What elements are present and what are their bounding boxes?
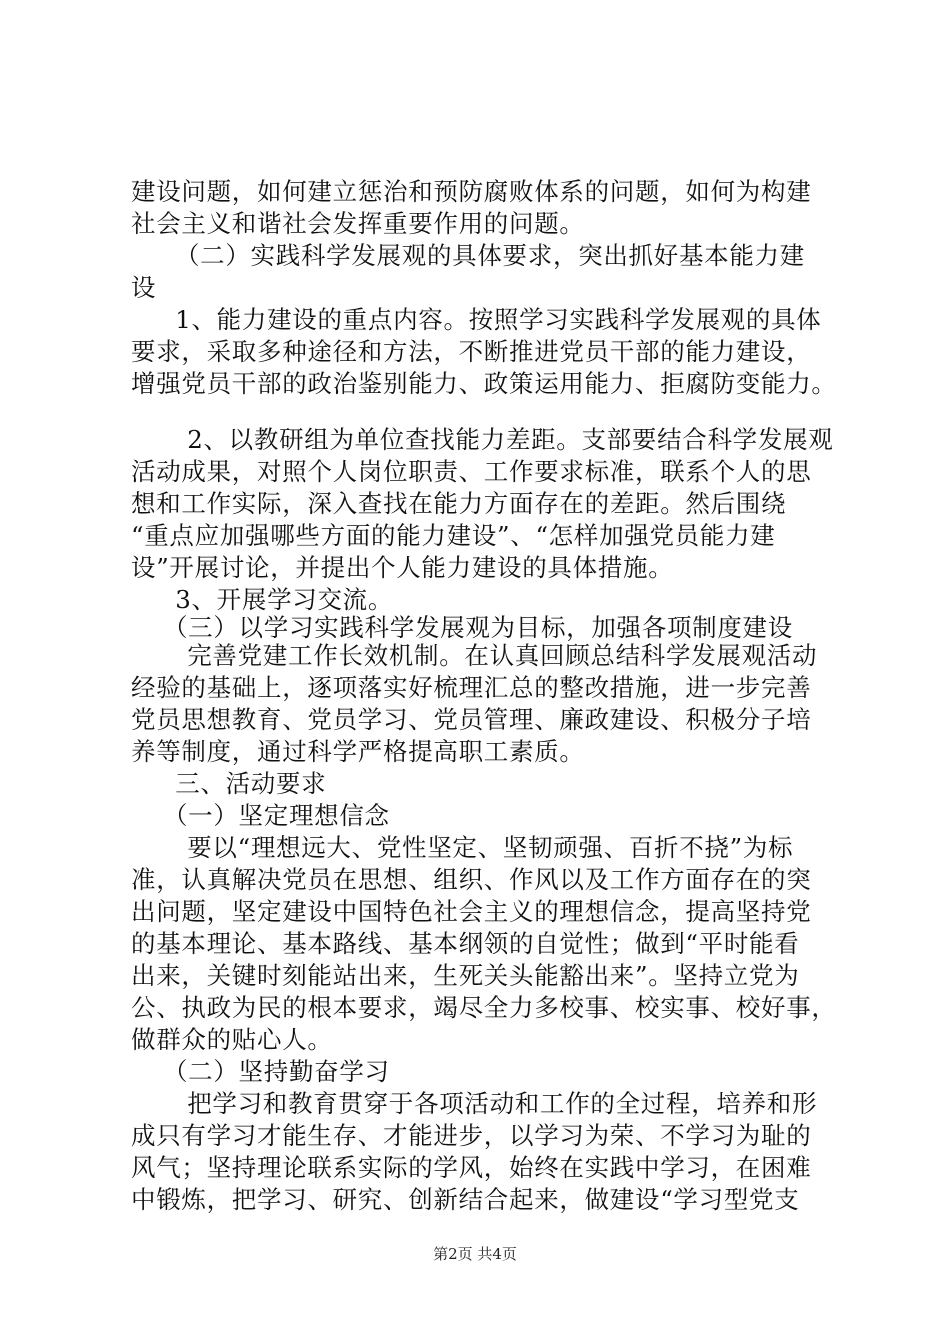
- section-heading: 三、活动要求: [150, 769, 327, 798]
- body-text-line: 1、能力建设的重点内容。按照学习实践科学发展观的具体: [150, 305, 822, 334]
- body-text-line: 要以“理想远大、党性坚定、坚韧顽强、百折不挠”为标: [162, 833, 794, 862]
- body-text-line: 增强党员干部的政治鉴别能力、政策运用能力、拒腐防变能力。: [131, 369, 837, 398]
- body-text-line: 准，认真解决党员在思想、组织、作风以及工作方面存在的突: [131, 865, 812, 894]
- body-text-line: 活动成果，对照个人岗位职责、工作要求标准，联系个人的思: [131, 457, 812, 486]
- body-text-line: 3、开展学习交流。: [150, 585, 394, 614]
- body-text-line: 经验的基础上，逐项落实好梳理汇总的整改措施，进一步完善: [131, 673, 812, 702]
- body-text-line: 党员思想教育、党员学习、党员管理、廉政建设、积极分子培: [131, 705, 812, 734]
- body-text-line: 公、执政为民的根本要求，竭尽全力多校事、校实事、校好事，: [131, 993, 837, 1022]
- section-heading: （一）坚定理想信念: [150, 801, 390, 830]
- body-text-line: 把学习和教育贯穿于各项活动和工作的全过程，培养和形: [162, 1089, 818, 1118]
- page-number-footer: 第2页 共4页: [433, 1245, 517, 1263]
- body-text-line: 出问题，坚定建设中国特色社会主义的理想信念，提高坚持党: [131, 897, 812, 926]
- body-text-line: 做群众的贴心人。: [131, 1025, 333, 1054]
- body-text-line: 设”开展讨论，并提出个人能力建设的具体措施。: [131, 553, 674, 582]
- body-text-line: 中锻炼，把学习、研究、创新结合起来，做建设“学习型党支: [131, 1185, 800, 1214]
- body-text-line: 成只有学习才能生存、才能进步，以学习为荣、不学习为耻的: [131, 1121, 812, 1150]
- body-text-line: 出来，关键时刻能站出来，生死关头能豁出来”。坚持立党为: [131, 961, 800, 990]
- body-text-line: 完善党建工作长效机制。在认真回顾总结科学发展观活动: [162, 641, 818, 670]
- section-heading-continuation: 设: [131, 273, 157, 302]
- section-heading: （三）以学习实践科学发展观为目标，加强各项制度建设: [150, 613, 793, 642]
- body-text-line: 社会主义和谐社会发挥重要作用的问题。: [131, 209, 585, 238]
- body-text-line: 的基本理论、基本路线、基本纲领的自觉性；做到“平时能看: [131, 929, 800, 958]
- body-text-line: 2、以教研组为单位查找能力差距。支部要结合科学发展观: [162, 425, 834, 454]
- body-text-line: 养等制度，通过科学严格提高职工素质。: [131, 737, 585, 766]
- body-text-line: 要求，采取多种途径和方法，不断推进党员干部的能力建设，: [131, 337, 812, 366]
- body-text-line: 想和工作实际，深入查找在能力方面存在的差距。然后围绕: [131, 489, 787, 518]
- section-heading: （二）坚持勤奋学习: [150, 1057, 390, 1086]
- body-text-line: 风气；坚持理论联系实际的学风，始终在实践中学习，在困难: [131, 1153, 812, 1182]
- section-heading: （二）实践科学发展观的具体要求，突出抓好基本能力建: [162, 241, 805, 270]
- body-text-line: “重点应加强哪些方面的能力建设”、“怎样加强党员能力建: [131, 521, 776, 550]
- body-text-line: 建设问题，如何建立惩治和预防腐败体系的问题，如何为构建: [131, 177, 812, 206]
